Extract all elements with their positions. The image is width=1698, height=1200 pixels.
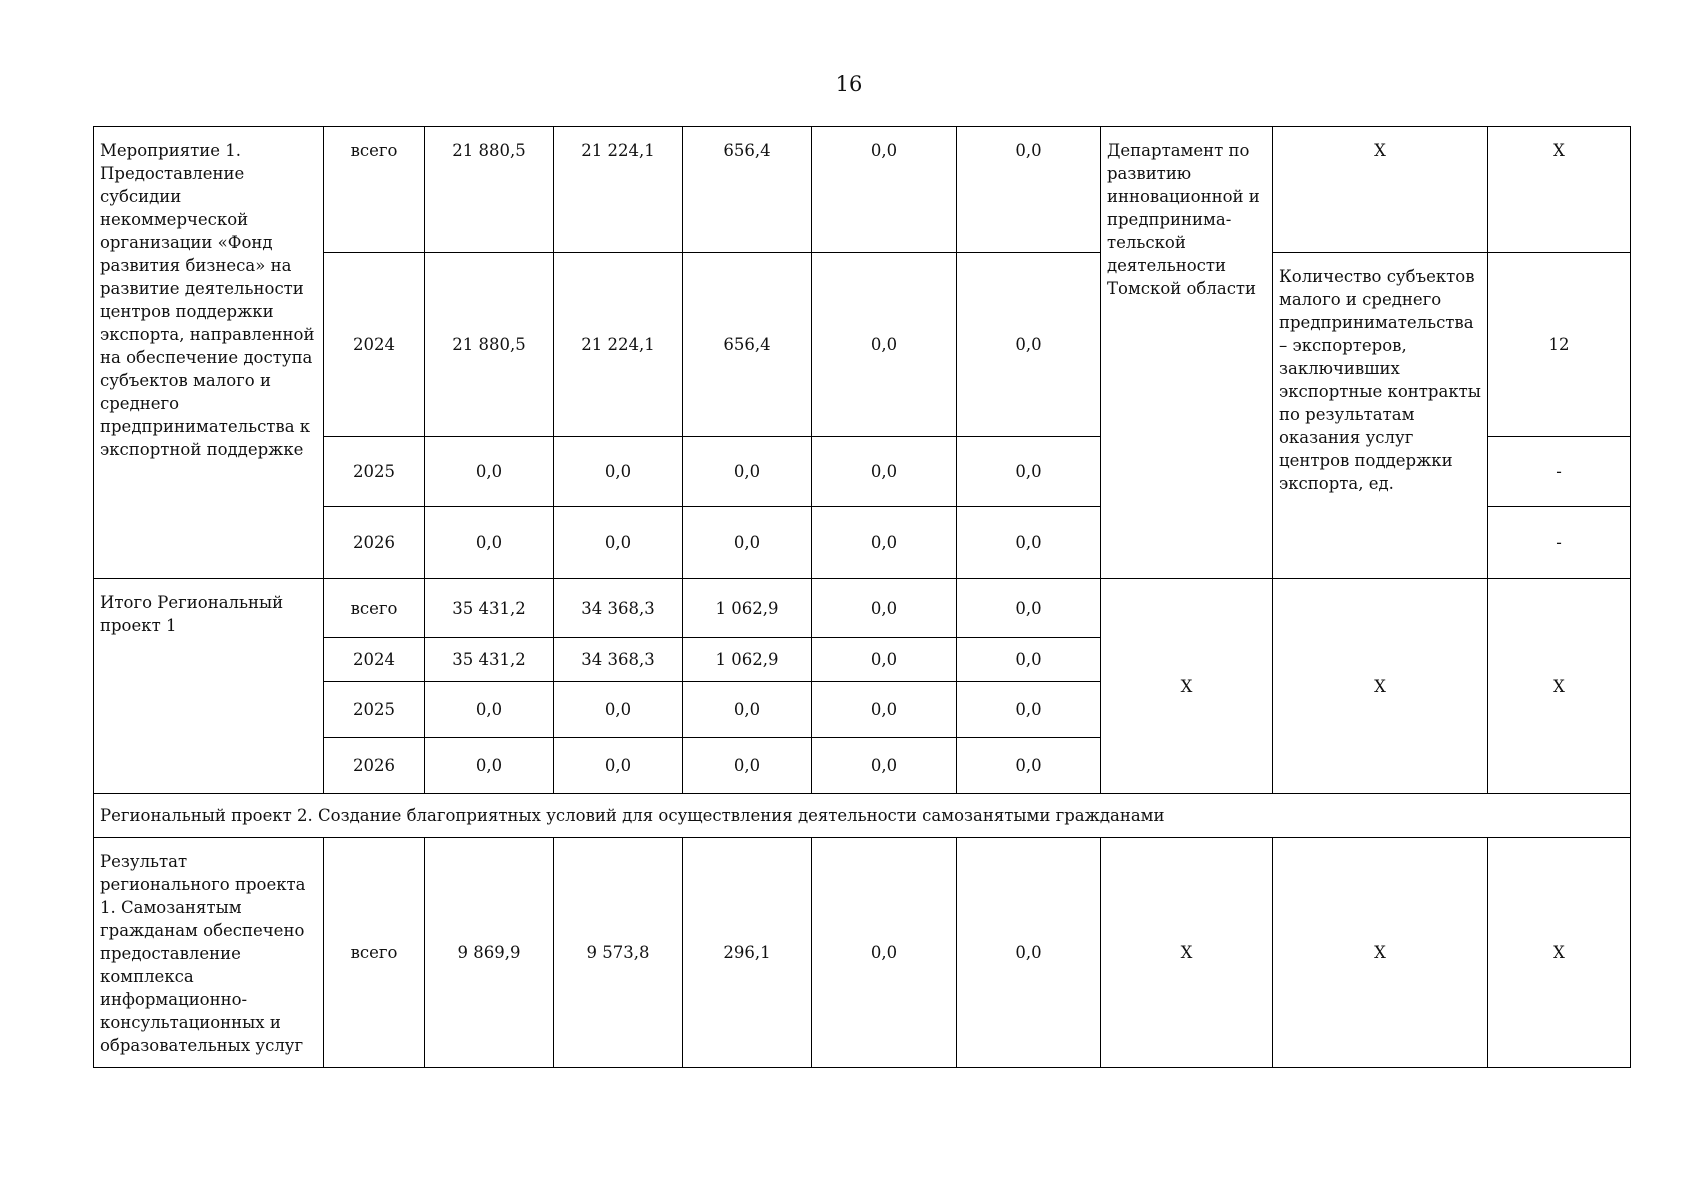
period-cell: 2026 <box>324 507 425 579</box>
local-cell: 0,0 <box>812 838 957 1068</box>
executor-cell: Департамент по развитию инновационной и предпринима-тельской деятельности Томской области <box>1101 127 1273 579</box>
table-row <box>94 794 1631 838</box>
federal-cell: 0,0 <box>554 738 683 794</box>
total-cell: 0,0 <box>425 507 554 579</box>
period-cell: 2025 <box>324 437 425 507</box>
regional-cell: 1 062,9 <box>683 638 812 682</box>
period-cell: 2026 <box>324 738 425 794</box>
executor-cell: X <box>1101 838 1273 1068</box>
regional-cell: 0,0 <box>683 437 812 507</box>
extrabudget-cell: 0,0 <box>957 838 1101 1068</box>
period-cell: 2025 <box>324 682 425 738</box>
total-cell: 21 880,5 <box>425 253 554 437</box>
period-cell: 2024 <box>324 638 425 682</box>
extrabudget-cell: 0,0 <box>957 437 1101 507</box>
local-cell: 0,0 <box>812 638 957 682</box>
federal-cell: 9 573,8 <box>554 838 683 1068</box>
value-cell: X <box>1488 579 1631 794</box>
local-cell: 0,0 <box>812 437 957 507</box>
table-row <box>94 253 1631 437</box>
local-cell: 0,0 <box>812 738 957 794</box>
regional-cell: 0,0 <box>683 507 812 579</box>
table-row <box>94 838 1631 1068</box>
total-cell: 0,0 <box>425 738 554 794</box>
extrabudget-cell: 0,0 <box>957 127 1101 253</box>
table-row <box>94 127 1631 253</box>
regional-cell: 656,4 <box>683 253 812 437</box>
federal-cell: 34 368,3 <box>554 638 683 682</box>
regional-cell: 296,1 <box>683 838 812 1068</box>
regional-cell: 0,0 <box>683 682 812 738</box>
regional-cell: 0,0 <box>683 738 812 794</box>
local-cell: 0,0 <box>812 253 957 437</box>
federal-cell: 21 224,1 <box>554 253 683 437</box>
regional-cell: 1 062,9 <box>683 579 812 638</box>
local-cell: 0,0 <box>812 127 957 253</box>
regional-cell: 656,4 <box>683 127 812 253</box>
federal-cell: 0,0 <box>554 507 683 579</box>
federal-cell: 21 224,1 <box>554 127 683 253</box>
total-cell: 0,0 <box>425 682 554 738</box>
extrabudget-cell: 0,0 <box>957 738 1101 794</box>
table-row <box>94 579 1631 638</box>
extrabudget-cell: 0,0 <box>957 253 1101 437</box>
extrabudget-cell: 0,0 <box>957 638 1101 682</box>
extrabudget-cell: 0,0 <box>957 507 1101 579</box>
total-cell: 35 431,2 <box>425 638 554 682</box>
period-cell: всего <box>324 127 425 253</box>
total-cell: 0,0 <box>425 437 554 507</box>
budget-table <box>93 126 1631 1068</box>
section-title: Региональный проект 2. Создание благоприятных условий для осуществления деятельности самозанятыми гражданами <box>94 794 1631 838</box>
total-cell: 9 869,9 <box>425 838 554 1068</box>
total-cell: 21 880,5 <box>425 127 554 253</box>
value-cell: - <box>1488 437 1631 507</box>
period-cell: всего <box>324 838 425 1068</box>
value-cell: X <box>1488 127 1631 253</box>
value-cell: 12 <box>1488 253 1631 437</box>
measure-description: Мероприятие 1. Предоставление субсидии некоммерческой организации «Фонд развития бизнеса» на развитие деятельности центров поддержки экспорта, направленной на обеспечение доступа субъектов малого и среднего предпринимательства к экспортной поддержке <box>94 127 324 579</box>
value-cell: X <box>1488 838 1631 1068</box>
executor-cell: X <box>1101 579 1273 794</box>
period-cell: 2024 <box>324 253 425 437</box>
indicator-description: Количество субъектов малого и среднего предпринимательства – экспортеров, заключивших экспортные контракты по результатам оказания услуг центров поддержки экспорта, ед. <box>1273 253 1488 579</box>
period-cell: всего <box>324 579 425 638</box>
federal-cell: 34 368,3 <box>554 579 683 638</box>
extrabudget-cell: 0,0 <box>957 579 1101 638</box>
total-label: Итого Региональный проект 1 <box>94 579 324 794</box>
result-description: Результат регионального проекта 1. Самозанятым гражданам обеспечено предоставление комплекса информационно-консультационных и образовательных услуг <box>94 838 324 1068</box>
indicator-cell: X <box>1273 579 1488 794</box>
federal-cell: 0,0 <box>554 437 683 507</box>
local-cell: 0,0 <box>812 579 957 638</box>
extrabudget-cell: 0,0 <box>957 682 1101 738</box>
indicator-cell: X <box>1273 127 1488 253</box>
page-number: 16 <box>835 72 863 96</box>
federal-cell: 0,0 <box>554 682 683 738</box>
value-cell: - <box>1488 507 1631 579</box>
local-cell: 0,0 <box>812 507 957 579</box>
total-cell: 35 431,2 <box>425 579 554 638</box>
local-cell: 0,0 <box>812 682 957 738</box>
indicator-cell: X <box>1273 838 1488 1068</box>
